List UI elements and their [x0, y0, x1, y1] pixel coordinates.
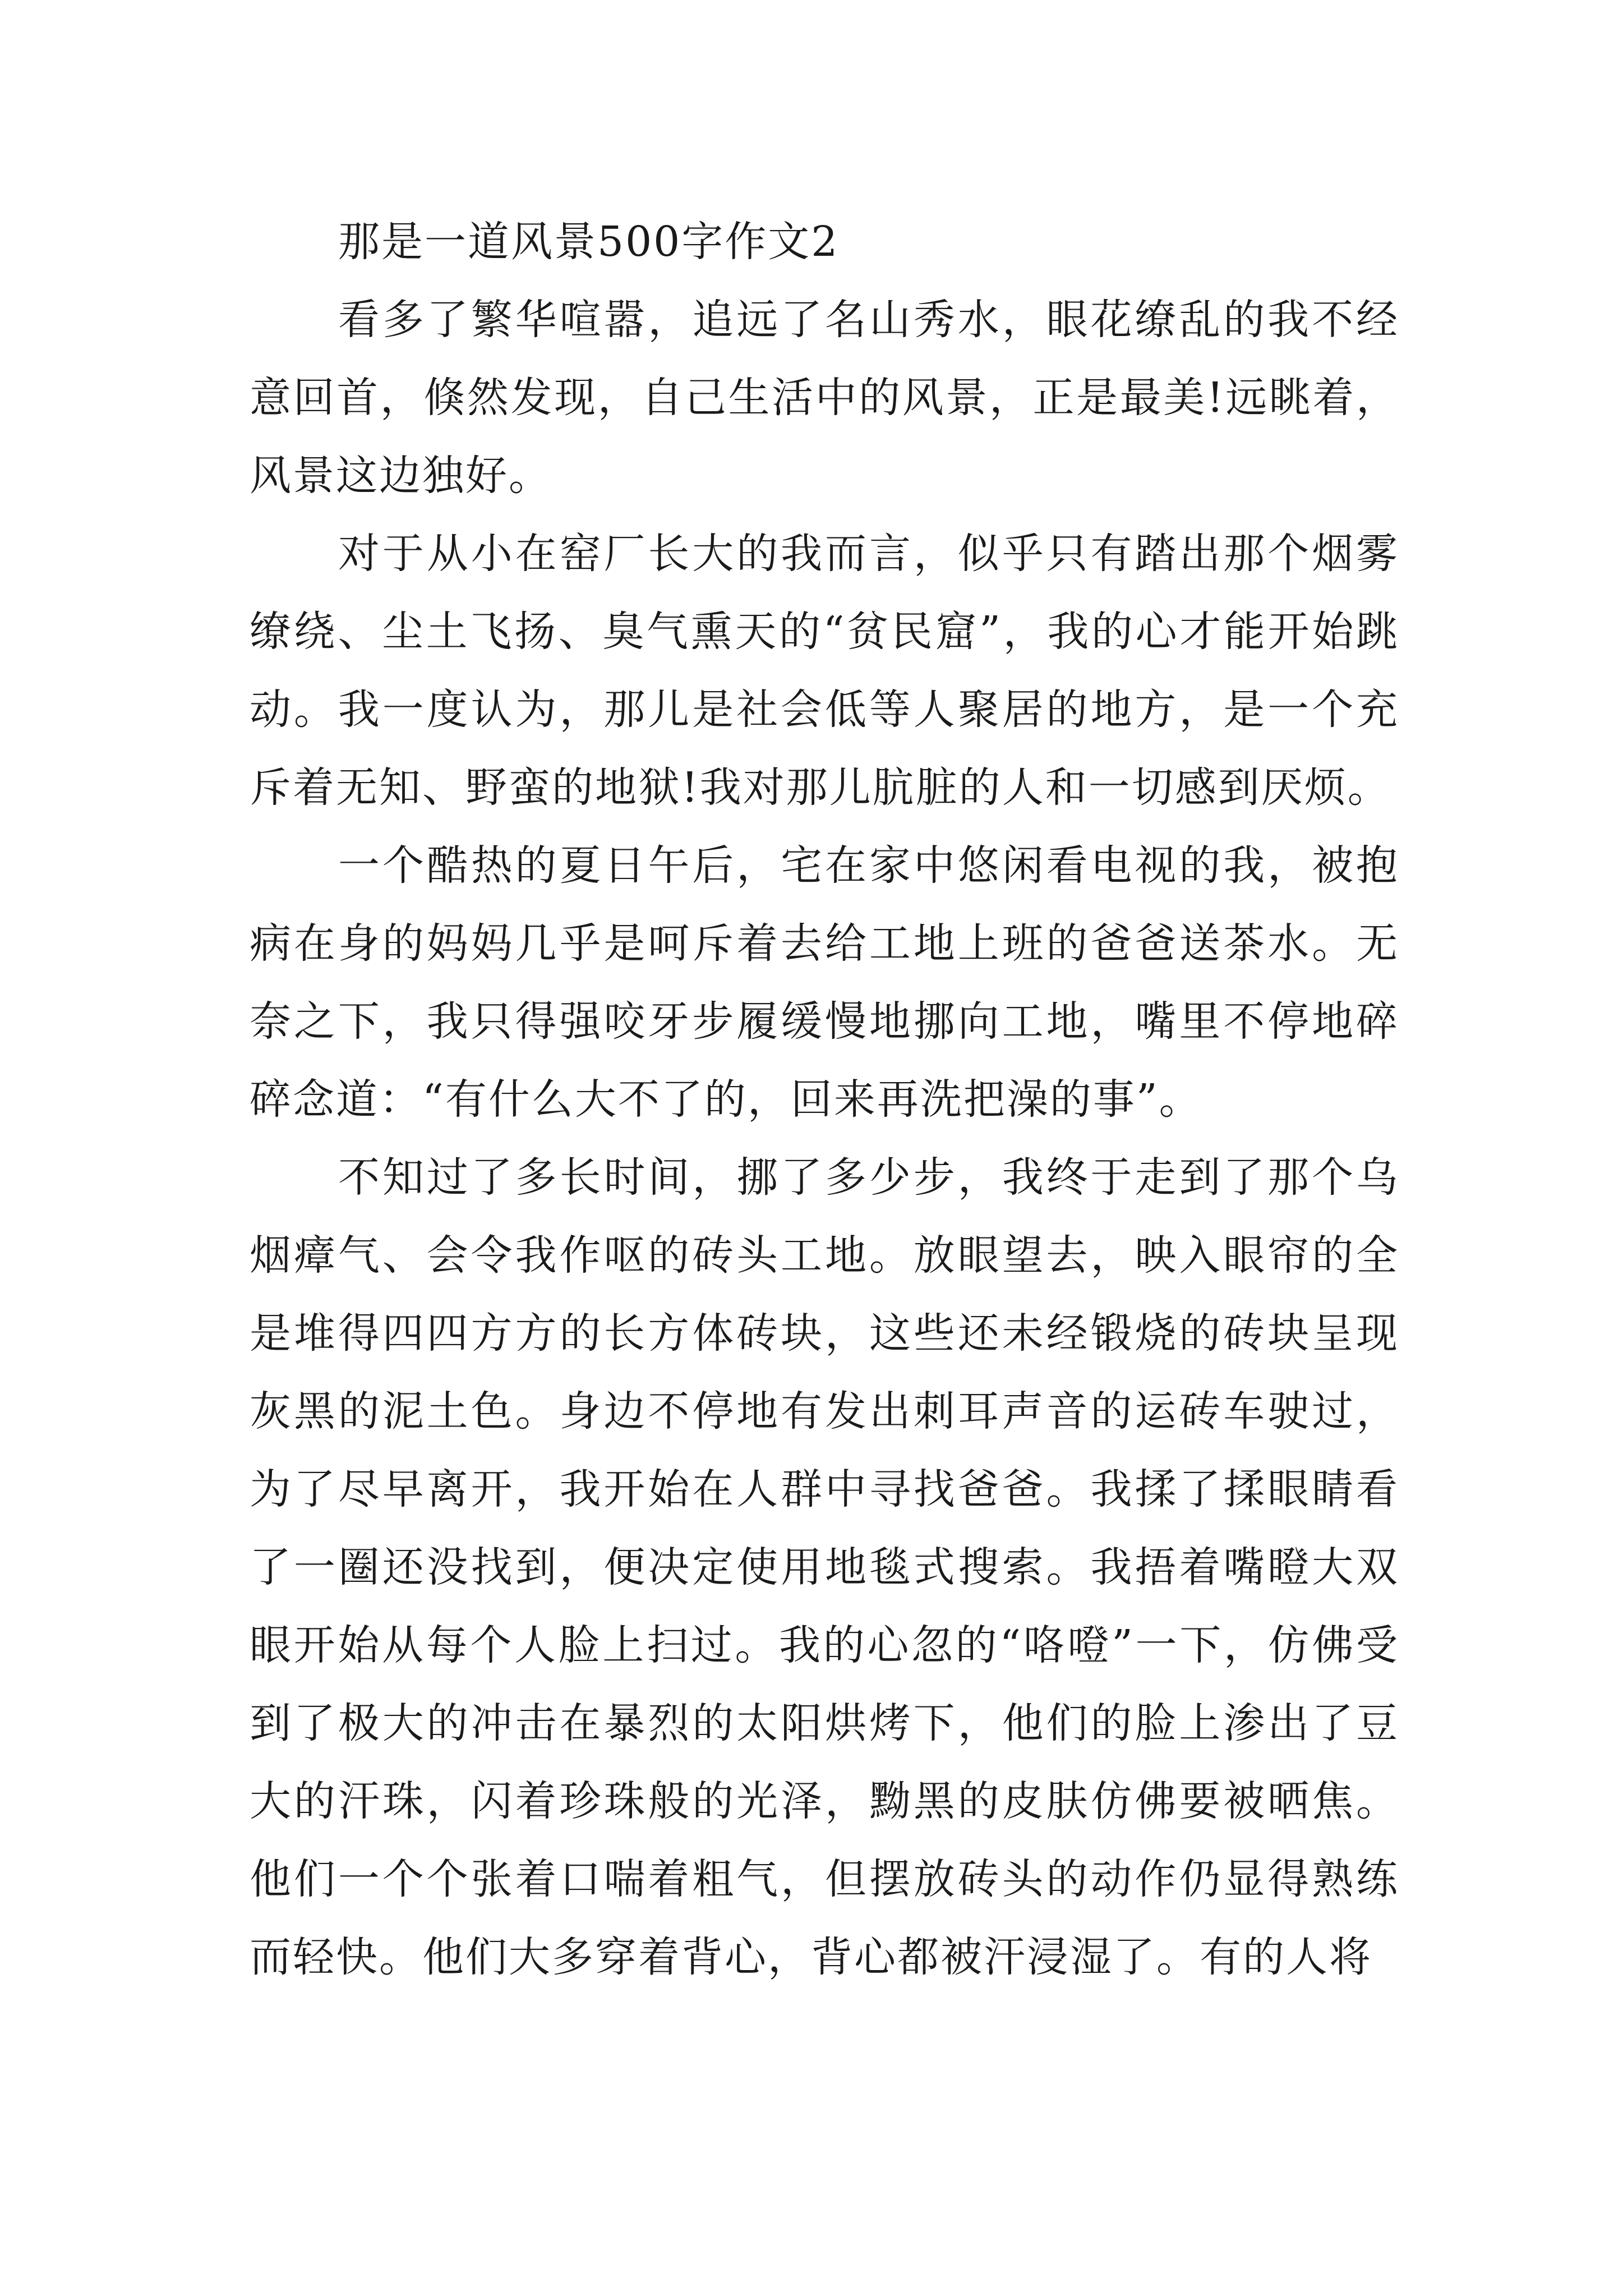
document-body [250, 203, 1399, 1996]
paragraph-2: 对于从小在窑厂长大的我而言，似乎只有踏出那个烟雾缭绕、尘土飞扬、臭气熏天的“贫民窟”，我的心才能开始跳动。我一度认为，那儿是社会低等人聚居的地方，是一个充斥着无知、野蛮的地狱!我对那儿肮脏的人和一切感到厌烦。 [250, 530, 1399, 812]
paragraph-1: 看多了繁华喧嚣，追远了名山秀水，眼花缭乱的我不经意回首，倏然发现，自己生活中的风景，正是最美!远眺着，风景这边独好。 [250, 296, 1399, 500]
document-title: 那是一道风景500字作文2 [338, 218, 840, 266]
paragraph-4: 不知过了多长时间，挪了多少步，我终于走到了那个乌烟瘴气、会令我作呕的砖头工地。放眼望去，映入眼帘的全是堆得四四方方的长方体砖块，这些还未经锻烧的砖块呈现灰黑的泥土色。身边不停地有发出刺耳声音的运砖车驶过，为了尽早离开，我开始在人群中寻找爸爸。我揉了揉眼睛看了一圈还没找到，便决定使用地毯式搜索。我捂着嘴瞪大双眼开始从每个人脸上扫过。我的心忽的“咯噔”一下，仿佛受到了极大的冲击在暴烈的太阳烘烤下，他们的脸上渗出了豆大的汗珠，闪着珍珠般的光泽，黝黑的皮肤仿佛要被晒焦。他们一个个张着口喘着粗气，但摆放砖头的动作仍显得熟练而轻快。他们大多穿着背心，背心都被汗浸湿了。有的人将 [250, 1153, 1399, 1981]
paragraph-3: 一个酷热的夏日午后，宅在家中悠闲看电视的我，被抱病在身的妈妈几乎是呵斥着去给工地上班的爸爸送茶水。无奈之下，我只得强咬牙步履缓慢地挪向工地，嘴里不停地碎碎念道：“有什么大不了的，回来再洗把澡的事”。 [250, 841, 1399, 1124]
